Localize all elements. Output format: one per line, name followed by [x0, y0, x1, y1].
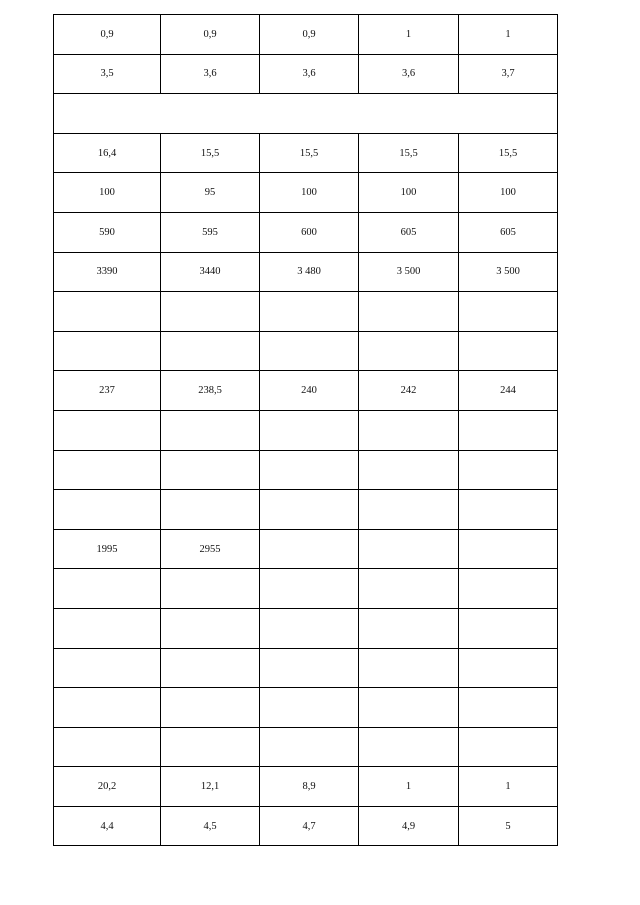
table-cell: [260, 490, 359, 530]
table-cell: [260, 410, 359, 450]
table-row: [54, 94, 558, 134]
table-cell: 3440: [161, 252, 260, 292]
table-row: [54, 252, 558, 292]
table-cell: [260, 727, 359, 767]
table-cell: [359, 569, 459, 609]
table-cell: [260, 331, 359, 371]
table-cell: [161, 727, 260, 767]
table-cell: 3,6: [161, 54, 260, 94]
table-cell: 3 500: [359, 252, 459, 292]
table-cell: 4,5: [161, 806, 260, 846]
table-cell: 600: [260, 212, 359, 252]
table-cell: [54, 450, 161, 490]
table-cell: [359, 450, 459, 490]
table-cell: [359, 608, 459, 648]
table-cell: [161, 688, 260, 728]
table-cell: [260, 608, 359, 648]
table-cell: [260, 569, 359, 609]
table-cell: [359, 490, 459, 530]
table-row: [54, 133, 558, 173]
table-cell: 4,7: [260, 806, 359, 846]
table-cell: [459, 529, 558, 569]
table-cell: 244: [459, 371, 558, 411]
table-cell: 3390: [54, 252, 161, 292]
table-cell: 15,5: [161, 133, 260, 173]
table-cell: [161, 648, 260, 688]
table-cell: [54, 608, 161, 648]
table-cell: [260, 450, 359, 490]
table-cell: [54, 292, 161, 332]
table-row: [54, 648, 558, 688]
table-cell: 100: [260, 173, 359, 213]
table-cell: [359, 331, 459, 371]
table-cell: [459, 648, 558, 688]
table-cell: 100: [359, 173, 459, 213]
table-cell: [359, 410, 459, 450]
table-cell: [260, 688, 359, 728]
table-cell: [459, 410, 558, 450]
table-row: [54, 688, 558, 728]
table-cell: 100: [459, 173, 558, 213]
table-row: [54, 371, 558, 411]
table-row: [54, 331, 558, 371]
table-merged-cell: [54, 94, 558, 134]
table-row: [54, 15, 558, 55]
table-cell: [54, 410, 161, 450]
table-cell: [459, 450, 558, 490]
table-cell: [260, 648, 359, 688]
table-cell: 4,9: [359, 806, 459, 846]
data-table-container: [53, 14, 557, 846]
table-cell: 3 480: [260, 252, 359, 292]
table-cell: [161, 569, 260, 609]
table-row: [54, 410, 558, 450]
table-cell: [459, 608, 558, 648]
table-cell: 1995: [54, 529, 161, 569]
table-cell: 0,9: [54, 15, 161, 55]
table-cell: 240: [260, 371, 359, 411]
table-cell: 1: [359, 767, 459, 807]
table-cell: 12,1: [161, 767, 260, 807]
table-cell: [54, 688, 161, 728]
table-cell: [161, 450, 260, 490]
table-row: [54, 608, 558, 648]
table-cell: 20,2: [54, 767, 161, 807]
table-cell: [359, 688, 459, 728]
table-cell: 16,4: [54, 133, 161, 173]
table-cell: [54, 727, 161, 767]
table-cell: 242: [359, 371, 459, 411]
table-cell: [54, 331, 161, 371]
table-cell: 2955: [161, 529, 260, 569]
table-cell: 15,5: [359, 133, 459, 173]
table-cell: [260, 292, 359, 332]
table-cell: 238,5: [161, 371, 260, 411]
table-cell: 0,9: [161, 15, 260, 55]
table-row: [54, 292, 558, 332]
table-cell: 15,5: [459, 133, 558, 173]
table-row: [54, 569, 558, 609]
table-cell: 605: [459, 212, 558, 252]
table-row: [54, 490, 558, 530]
table-cell: [459, 569, 558, 609]
table-cell: [459, 688, 558, 728]
table-cell: [359, 529, 459, 569]
table-cell: [260, 529, 359, 569]
table-cell: 3,6: [359, 54, 459, 94]
table-cell: 595: [161, 212, 260, 252]
table-cell: 3,6: [260, 54, 359, 94]
table-body: [54, 15, 558, 846]
table-row: [54, 212, 558, 252]
data-table: [53, 14, 558, 846]
table-cell: 3 500: [459, 252, 558, 292]
table-cell: [161, 410, 260, 450]
table-cell: 100: [54, 173, 161, 213]
table-row: [54, 806, 558, 846]
table-cell: [161, 608, 260, 648]
table-cell: 590: [54, 212, 161, 252]
table-cell: 237: [54, 371, 161, 411]
table-cell: [54, 490, 161, 530]
table-row: [54, 529, 558, 569]
table-cell: 8,9: [260, 767, 359, 807]
table-cell: 605: [359, 212, 459, 252]
table-cell: 3,7: [459, 54, 558, 94]
table-cell: [161, 292, 260, 332]
table-row: [54, 173, 558, 213]
table-cell: [359, 292, 459, 332]
table-cell: 4,4: [54, 806, 161, 846]
table-cell: [459, 490, 558, 530]
table-cell: [459, 727, 558, 767]
table-cell: [54, 569, 161, 609]
table-cell: 3,5: [54, 54, 161, 94]
table-row: [54, 727, 558, 767]
table-cell: 0,9: [260, 15, 359, 55]
table-cell: 5: [459, 806, 558, 846]
table-cell: [459, 331, 558, 371]
table-cell: [161, 490, 260, 530]
table-cell: [161, 331, 260, 371]
table-cell: 15,5: [260, 133, 359, 173]
table-cell: [459, 292, 558, 332]
table-cell: 95: [161, 173, 260, 213]
table-cell: [359, 727, 459, 767]
table-cell: [54, 648, 161, 688]
table-row: [54, 767, 558, 807]
table-row: [54, 54, 558, 94]
table-cell: 1: [459, 15, 558, 55]
table-cell: 1: [459, 767, 558, 807]
table-cell: [359, 648, 459, 688]
table-row: [54, 450, 558, 490]
table-cell: 1: [359, 15, 459, 55]
